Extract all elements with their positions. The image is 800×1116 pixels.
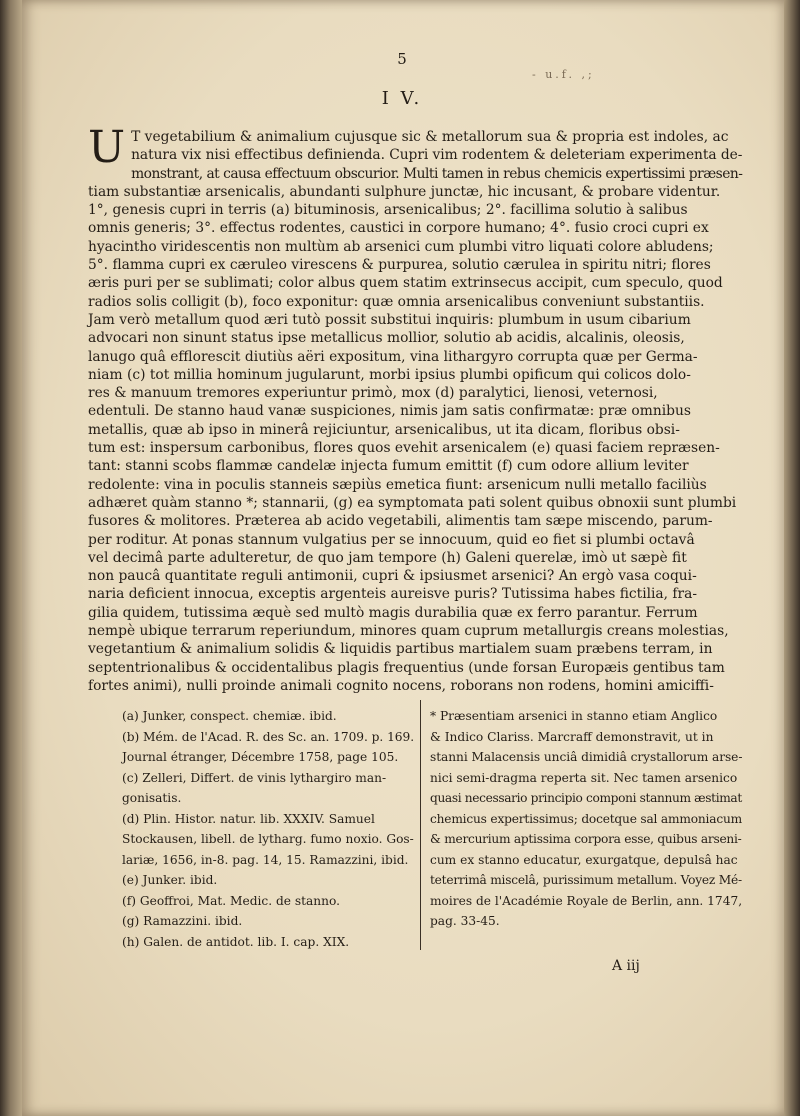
footnote-line: (a) Junker, conspect. chemiæ. ibid.	[122, 709, 337, 723]
text-line: Jam verò metallum quod æri tutò possit substitui inquiris: plumbum in usum cibarium	[88, 311, 691, 328]
footnote-line: teterrimâ miscelâ, purissimum metallum. Voyez Mé-	[430, 873, 742, 887]
footnote-line: & Indico Clariss. Marcraff demonstravit, ut in	[430, 729, 714, 744]
text-line: nempè ubique terrarum reperiundum, minores quam cuprum metallurgis creans molestias,	[88, 623, 729, 640]
text-line: res & manuum tremores experiuntur primò, mox (d) paralytici, lienosi, veternosi,	[88, 385, 658, 402]
footnotes-left	[122, 706, 414, 952]
text-line: per roditur. At ponas stannum vulgatius per se innocuum, quid eo fiet si plumbi octavâ	[88, 531, 695, 548]
footnote-line: (g) Ramazzini. ibid.	[122, 914, 243, 928]
footnotes-right	[430, 706, 742, 932]
main-text-block	[88, 122, 743, 695]
text-line: 1°, genesis cupri in terris (a) bituminosis, arsenicalibus; 2°. facillima solutio à salibus	[88, 202, 688, 219]
footnote-line: (c) Zelleri, Differt. de vinis lythargiro man-	[122, 770, 387, 785]
top-mark: - u.f. ,;	[532, 68, 595, 81]
footnote-line: pag. 33-45.	[430, 914, 500, 928]
dropcap: U	[88, 122, 126, 173]
footnote-line: chemicus expertissimus; docetque sal ammoniacum	[430, 811, 742, 826]
footnote-line: nici semi-dragma reperta sit. Nec tamen arsenico	[430, 770, 738, 785]
text-line: gilia quidem, tutissima æquè sed multò magis durabilia quæ ex ferro parantur. Ferrum	[88, 604, 698, 621]
footnote-line: Journal étranger, Décembre 1758, page 105.	[122, 750, 399, 764]
footnote-line: quasi necessario principio componi stannum æstimat	[430, 791, 742, 805]
page-number: 5	[397, 50, 407, 68]
text-line: lanugo quâ efflorescit diutiùs aëri expositum, vina lithargyro corrupta quæ per Germa-	[88, 348, 698, 365]
footnote-column-divider	[420, 700, 421, 950]
text-line: redolente: vina in poculis stanneis sæpiùs emetica fiunt: arsenicum nulli metallo faciliùs	[88, 476, 707, 493]
footnote-line: Stockausen, libell. de lytharg. fumo noxio. Gos-	[122, 832, 414, 846]
text-line: T vegetabilium & animalium cujusque sic & metallorum sua & propria est indoles, ac	[131, 129, 729, 145]
text-line: tum est: inspersum carbonibus, flores quos evehit arsenicalem (e) quasi faciem repræsen-	[88, 440, 720, 457]
footnote-line: (e) Junker. ibid.	[122, 873, 218, 887]
text-line: tiam substantiæ arsenicalis, abundanti sulphure junctæ, hic incusant, & probare videntur.	[88, 183, 721, 200]
footnote-line: (f) Geoffroi, Mat. Medic. de stanno.	[122, 893, 341, 908]
footnote-line: cum ex stanno educatur, exurgatque, depulsâ hac	[430, 852, 738, 867]
footnote-line: * Præsentiam arsenici in stanno etiam Anglico	[430, 709, 718, 723]
text-line: hyacintho viridescentis non multùm ab arsenici cum plumbi vitro liquati colore abludens;	[88, 238, 714, 255]
text-line: omnis generis; 3°. effectus rodentes, caustici in corpore humano; 4°. fusio croci cupri ex	[88, 220, 709, 237]
footnote-line: (h) Galen. de antidot. lib. I. cap. XIX.	[122, 934, 350, 949]
text-line: advocari non sinunt status ipse metallicus mollior, solutio ab acidis, alcalinis, oleosis,	[88, 330, 685, 347]
book-edge-right	[782, 0, 800, 1116]
text-line: monstrant, at causa effectuum obscurior. Multi tamen in rebus chemicis expertissimi præsen-	[131, 165, 743, 182]
text-line: naria deficient innocua, exceptis argenteis aureisve puris? Tutissima habes fictilia, fra-	[88, 586, 698, 603]
section-heading: I V.	[381, 88, 423, 109]
text-line: fortes animi), nulli proinde animali cognito nocens, roborans non rodens, homini amiciffi-	[88, 677, 714, 694]
text-line: natura vix nisi effectibus definienda. Cupri vim rodentem & deleteriam experimenta de-	[131, 147, 743, 164]
text-line: vel decimâ parte adulteretur, de quo jam tempore (h) Galeni querelæ, imò ut sæpè fit	[88, 549, 687, 566]
signature-mark: A iij	[612, 958, 640, 974]
text-line: vegetantium & animalium solidis & liquidis partibus martialem suam præbens terram, in	[88, 641, 713, 658]
footnote-line: stanni Malacensis unciâ dimidiâ crystallorum arse-	[430, 750, 743, 764]
text-line: fusores & molitores. Præterea ab acido vegetabili, alimentis tam sæpe miscendo, parum-	[88, 513, 713, 530]
text-line: tant: stanni scobs flammæ candelæ injecta fumum emittit (f) cum odore allium leviter	[88, 458, 689, 475]
text-line: non paucâ quantitate reguli antimonii, cupri & ipsiusmet arsenici? An ergò vasa coqui-	[88, 568, 697, 585]
footnote-line: lariæ, 1656, in-8. pag. 14, 15. Ramazzini, ibid.	[122, 852, 409, 867]
text-line: adhæret quàm stanno *; stannarii, (g) ea symptomata pati solent quibus obnoxii sunt plumbi	[88, 494, 737, 511]
text-line: radios solis colligit (b), foco exponitur: quæ omnia arsenicalibus conveniunt substantiis.	[88, 293, 705, 310]
text-line: septentrionalibus & occidentalibus plagis frequentius (unde forsan Europæis gentibus tam	[88, 659, 725, 676]
book-page	[22, 0, 784, 1116]
text-line: niam (c) tot millia hominum jugularunt, morbi ipsius plumbi opificum qui colicos dolo-	[88, 366, 691, 383]
footnote-line: (b) Mém. de l'Acad. R. des Sc. an. 1709. p. 169.	[122, 729, 415, 744]
text-line: 5°. flamma cupri ex cæruleo virescens & purpurea, solutio cærulea in spiritu nitri; flores	[88, 257, 711, 274]
text-line: æris puri per se sublimati; color albus quem statim extrinsecus accipit, cum speculo, quod	[88, 275, 723, 292]
footnote-line: moires de l'Académie Royale de Berlin, ann. 1747,	[430, 893, 743, 908]
footnote-line: & mercurium aptissima corpora esse, quibus arseni-	[430, 832, 742, 846]
text-line: edentuli. De stanno haud vanæ suspiciones, nimis jam satis confirmatæ: præ omnibus	[88, 403, 691, 420]
footnote-line: gonisatis.	[122, 791, 182, 805]
text-line: metallis, quæ ab ipso in minerâ rejiciuntur, arsenicalibus, ut ita dicam, floribus obsi-	[88, 421, 680, 438]
footnote-line: (d) Plin. Histor. natur. lib. XXXIV. Samuel	[122, 811, 375, 826]
